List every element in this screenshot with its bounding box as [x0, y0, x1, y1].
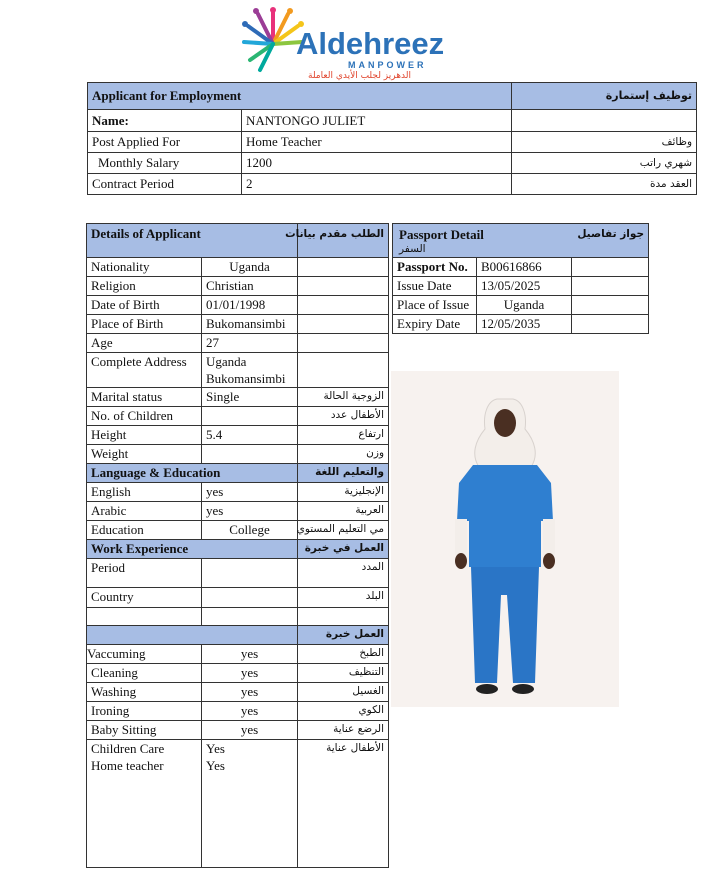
employment-title-ar: توظيف إستمارة	[512, 83, 697, 110]
marital-value: Single	[202, 388, 298, 407]
empty-cell	[202, 608, 298, 626]
children-care-value: Yes	[206, 741, 225, 756]
empty-cell	[298, 608, 389, 626]
table-row	[87, 258, 389, 277]
name-value: NANTONGO JULIET	[242, 110, 512, 132]
employment-table	[87, 82, 697, 195]
salary-ar: شهري راتب	[512, 153, 697, 174]
salary-label: Monthly Salary	[88, 153, 242, 174]
babysitting-ar: الرضع عناية	[298, 721, 389, 740]
period-label: Period	[87, 559, 202, 588]
table-row	[87, 588, 389, 608]
passport-no-label: Passport No.	[393, 258, 477, 277]
table-row	[87, 559, 389, 588]
post-ar: وظائف	[512, 132, 697, 153]
empty-cell	[572, 277, 649, 296]
cleaning-label: Cleaning	[87, 664, 202, 683]
skills-title-ar: العمل خبرة	[298, 626, 389, 645]
table-row	[88, 110, 697, 132]
pob-label: Place of Birth	[87, 315, 202, 334]
expiry-label: Expiry Date	[393, 315, 477, 334]
religion-ar	[298, 277, 389, 296]
issue-date-value: 13/05/2025	[477, 277, 572, 296]
ironing-label: Ironing	[87, 702, 202, 721]
english-value: yes	[202, 483, 298, 502]
table-row	[87, 277, 389, 296]
washing-label: Washing	[87, 683, 202, 702]
logo-subtitle: MANPOWER	[348, 60, 427, 70]
passport-no-value: B00616866	[477, 258, 572, 277]
table-row	[393, 277, 649, 296]
washing-value: yes	[202, 683, 298, 702]
period-value	[202, 559, 298, 588]
height-ar: ارتفاع	[298, 426, 389, 445]
details-title-ar: الطلب مقدم بيانات	[298, 224, 389, 258]
empty-cell	[572, 258, 649, 277]
dob-value: 01/01/1998	[202, 296, 298, 315]
logo-brand: Aldehreez	[296, 26, 445, 61]
empty-cell	[572, 315, 649, 334]
table-row	[87, 483, 389, 502]
dob-ar	[298, 296, 389, 315]
care-labels	[87, 740, 202, 868]
cleaning-ar: التنظيف	[298, 664, 389, 683]
country-value	[202, 588, 298, 608]
vacuuming-label: Vaccuming	[87, 645, 202, 664]
education-ar: مي التعليم المستوي	[298, 521, 389, 540]
employment-title: Applicant for Employment	[88, 83, 512, 110]
age-ar	[298, 334, 389, 353]
language-title: Language & Education	[87, 464, 298, 483]
nationality-label: Nationality	[87, 258, 202, 277]
company-logo	[238, 4, 488, 80]
name-label: Name:	[88, 110, 242, 132]
table-row	[393, 296, 649, 315]
passport-title: Passport Detail	[399, 227, 484, 242]
empty-cell	[572, 296, 649, 315]
contract-label: Contract Period	[88, 174, 242, 195]
marital-ar: الزوجية الحالة	[298, 388, 389, 407]
children-care-label: Children Care	[91, 741, 165, 756]
place-issue-label: Place of Issue	[393, 296, 477, 315]
arabic-label: Arabic	[87, 502, 202, 521]
passport-title-ar2: السفر	[399, 243, 426, 255]
table-row	[87, 502, 389, 521]
vacuuming-value: yes	[202, 645, 298, 664]
expiry-value: 12/05/2035	[477, 315, 572, 334]
children-value	[202, 407, 298, 426]
contract-ar: العقد مدة	[512, 174, 697, 195]
care-values	[202, 740, 298, 868]
children-care-ar: الأطفال عناية	[298, 740, 389, 868]
nationality-value: Uganda	[202, 258, 298, 277]
table-row	[87, 740, 389, 868]
table-row	[88, 153, 697, 174]
washing-ar: الغسيل	[298, 683, 389, 702]
name-ar	[512, 110, 697, 132]
salary-value: 1200	[242, 153, 512, 174]
table-row	[87, 702, 389, 721]
nationality-ar	[298, 258, 389, 277]
country-ar: البلد	[298, 588, 389, 608]
table-row	[87, 334, 389, 353]
address-value	[202, 353, 298, 388]
height-label: Height	[87, 426, 202, 445]
table-row	[87, 645, 389, 664]
post-label: Post Applied For	[88, 132, 242, 153]
work-title: Work Experience	[87, 540, 298, 559]
logo-tagline: الدهريز لجلب الأيدي العاملة	[308, 71, 411, 81]
home-teacher-value: Yes	[206, 758, 225, 773]
home-teacher-label: Home teacher	[91, 758, 164, 773]
vacuuming-ar: الطبخ	[298, 645, 389, 664]
applicant-figure-icon	[391, 371, 619, 707]
applicant-details-table	[86, 223, 389, 868]
table-row	[393, 315, 649, 334]
table-row	[87, 445, 389, 464]
post-value: Home Teacher	[242, 132, 512, 153]
weight-label: Weight	[87, 445, 202, 464]
period-ar: المدد	[298, 559, 389, 588]
table-row	[87, 608, 389, 626]
pob-value: Bukomansimbi	[202, 315, 298, 334]
table-row	[88, 174, 697, 195]
children-label: No. of Children	[87, 407, 202, 426]
age-value: 27	[202, 334, 298, 353]
address-label: Complete Address	[87, 353, 202, 388]
education-label: Education	[87, 521, 202, 540]
table-row	[87, 721, 389, 740]
cleaning-value: yes	[202, 664, 298, 683]
skills-title-blank	[87, 626, 298, 645]
table-row	[87, 353, 389, 388]
english-ar: الإنجليزية	[298, 483, 389, 502]
babysitting-value: yes	[202, 721, 298, 740]
pob-ar	[298, 315, 389, 334]
passport-table	[392, 223, 649, 334]
language-title-ar: والتعليم اللغة	[298, 464, 389, 483]
table-row	[87, 664, 389, 683]
children-ar: الأطفال عدد	[298, 407, 389, 426]
table-row	[87, 521, 389, 540]
passport-title-ar: جواز تفاصيل	[577, 228, 645, 240]
age-label: Age	[87, 334, 202, 353]
babysitting-label: Baby Sitting	[87, 721, 202, 740]
religion-label: Religion	[87, 277, 202, 296]
address-ar	[298, 353, 389, 388]
details-title: Details of Applicant	[87, 224, 298, 258]
address-line-2: Bukomansimbi	[206, 371, 286, 386]
table-row	[87, 296, 389, 315]
table-row	[87, 683, 389, 702]
table-row	[87, 426, 389, 445]
weight-ar: وزن	[298, 445, 389, 464]
ironing-ar: الكوي	[298, 702, 389, 721]
marital-label: Marital status	[87, 388, 202, 407]
applicant-photo	[391, 371, 619, 707]
table-row	[88, 132, 697, 153]
contract-value: 2	[242, 174, 512, 195]
passport-header	[393, 224, 649, 258]
ironing-value: yes	[202, 702, 298, 721]
table-row	[87, 315, 389, 334]
dob-label: Date of Birth	[87, 296, 202, 315]
country-label: Country	[87, 588, 202, 608]
place-issue-value: Uganda	[477, 296, 572, 315]
issue-date-label: Issue Date	[393, 277, 477, 296]
education-value: College	[202, 521, 298, 540]
height-value: 5.4	[202, 426, 298, 445]
address-line-1: Uganda	[206, 354, 247, 369]
work-title-ar: العمل في خبرة	[298, 540, 389, 559]
empty-cell	[87, 608, 202, 626]
table-row	[87, 388, 389, 407]
arabic-value: yes	[202, 502, 298, 521]
english-label: English	[87, 483, 202, 502]
table-row	[87, 407, 389, 426]
arabic-ar: العربية	[298, 502, 389, 521]
table-row	[393, 258, 649, 277]
weight-value	[202, 445, 298, 464]
religion-value: Christian	[202, 277, 298, 296]
